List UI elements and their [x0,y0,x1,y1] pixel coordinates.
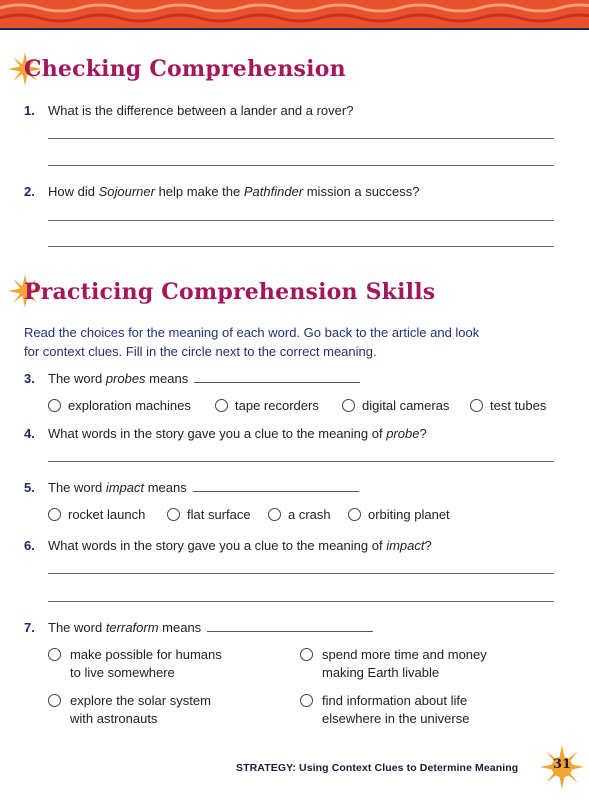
question-number: 3. [24,371,35,386]
answer-line[interactable] [48,601,554,602]
fill-in-blank[interactable] [194,373,360,383]
question-text: What words in the story gave you a clue to the meaning of [48,538,387,553]
question-number: 2. [24,184,35,199]
question-3 [24,371,360,386]
italic-term: impact [386,538,425,553]
page-number-badge [540,745,584,789]
question-7 [24,620,373,635]
option-label: flat surface [187,507,251,522]
radio-option[interactable] [300,646,540,682]
question-2 [24,184,419,199]
instructions: Read the choices for the meaning of each word. Go back to the article and look for context clues. Fill in the circle next to the correct meaning. [24,325,480,359]
radio-option[interactable] [48,507,145,522]
footer-strategy [236,762,518,774]
option-label: explore the solar system [70,693,211,708]
option-label: to live somewhere [70,665,175,680]
italic-term: probe [386,426,420,441]
question-text: What words in the story gave you a clue to the meaning of [48,426,387,441]
question-number: 7. [24,620,35,635]
radio-option[interactable] [470,398,546,413]
radio-option[interactable] [348,507,450,522]
radio-circle-icon[interactable] [48,648,61,661]
option-label: digital cameras [362,398,450,413]
question-4 [24,426,427,441]
option-label: making Earth livable [322,665,440,680]
question-text: means [158,620,202,635]
radio-circle-icon[interactable] [470,399,483,412]
section-title-practicing-comprehension-skills: Practicing Comprehension Skills [24,279,436,305]
radio-circle-icon[interactable] [300,648,313,661]
option-label: with astronauts [70,711,158,726]
footer-label: STRATEGY: [236,762,297,774]
radio-circle-icon[interactable] [48,399,61,412]
radio-circle-icon[interactable] [342,399,355,412]
question-number: 4. [24,426,35,441]
radio-option[interactable] [268,507,331,522]
radio-option[interactable] [342,398,449,413]
option-label: tape recorders [235,398,319,413]
answer-line[interactable] [48,165,554,166]
question-number: 1. [24,103,35,118]
italic-term: impact [105,480,145,495]
radio-option[interactable] [48,398,191,413]
question-text: The word [48,371,106,386]
option-label: make possible for humans [70,647,222,662]
option-label: test tubes [490,398,547,413]
radio-option[interactable] [215,398,319,413]
radio-option[interactable] [48,646,268,682]
question-text: ? [424,538,432,553]
radio-option[interactable] [48,692,268,728]
radio-circle-icon[interactable] [167,508,180,521]
option-label: elsewhere in the universe [322,711,470,726]
question-text: What is the difference between a lander and a rover? [48,103,354,118]
answer-line[interactable] [48,220,554,221]
question-text: The word [48,480,106,495]
italic-term: probes [105,371,146,386]
question-text: How did [48,184,99,199]
fill-in-blank[interactable] [207,622,373,632]
question-text: ? [419,426,427,441]
italic-term: terraform [105,620,159,635]
question-1 [24,103,353,118]
radio-circle-icon[interactable] [300,694,313,707]
question-text: mission a success? [303,184,420,199]
radio-option[interactable] [300,692,540,728]
section-title-checking-comprehension: Checking Comprehension [24,56,346,82]
answer-line[interactable] [48,246,554,247]
radio-circle-icon[interactable] [268,508,281,521]
option-label: rocket launch [68,507,146,522]
option-label: exploration machines [68,398,191,413]
radio-circle-icon[interactable] [215,399,228,412]
question-number: 5. [24,480,35,495]
decorative-top-band [0,0,589,28]
option-label: a crash [288,507,331,522]
answer-line[interactable] [48,573,554,574]
question-text: means [144,480,187,495]
option-label: find information about life [322,693,468,708]
question-5 [24,480,359,495]
option-label: spend more time and money [322,647,487,662]
italic-term: Pathfinder [243,184,304,199]
radio-option[interactable] [167,507,251,522]
radio-circle-icon[interactable] [48,694,61,707]
answer-line[interactable] [48,461,554,462]
radio-circle-icon[interactable] [348,508,361,521]
footer-text: Using Context Clues to Determine Meaning [296,762,519,774]
italic-term: Sojourner [98,184,155,199]
page-number: 31 [552,757,572,772]
question-number: 6. [24,538,35,553]
fill-in-blank[interactable] [193,482,359,492]
question-text: means [145,371,189,386]
question-text: help make the [154,184,244,199]
page-frame [0,28,589,800]
question-6 [24,538,432,553]
question-text: The word [48,620,106,635]
radio-circle-icon[interactable] [48,508,61,521]
answer-line[interactable] [48,138,554,139]
option-label: orbiting planet [368,507,450,522]
